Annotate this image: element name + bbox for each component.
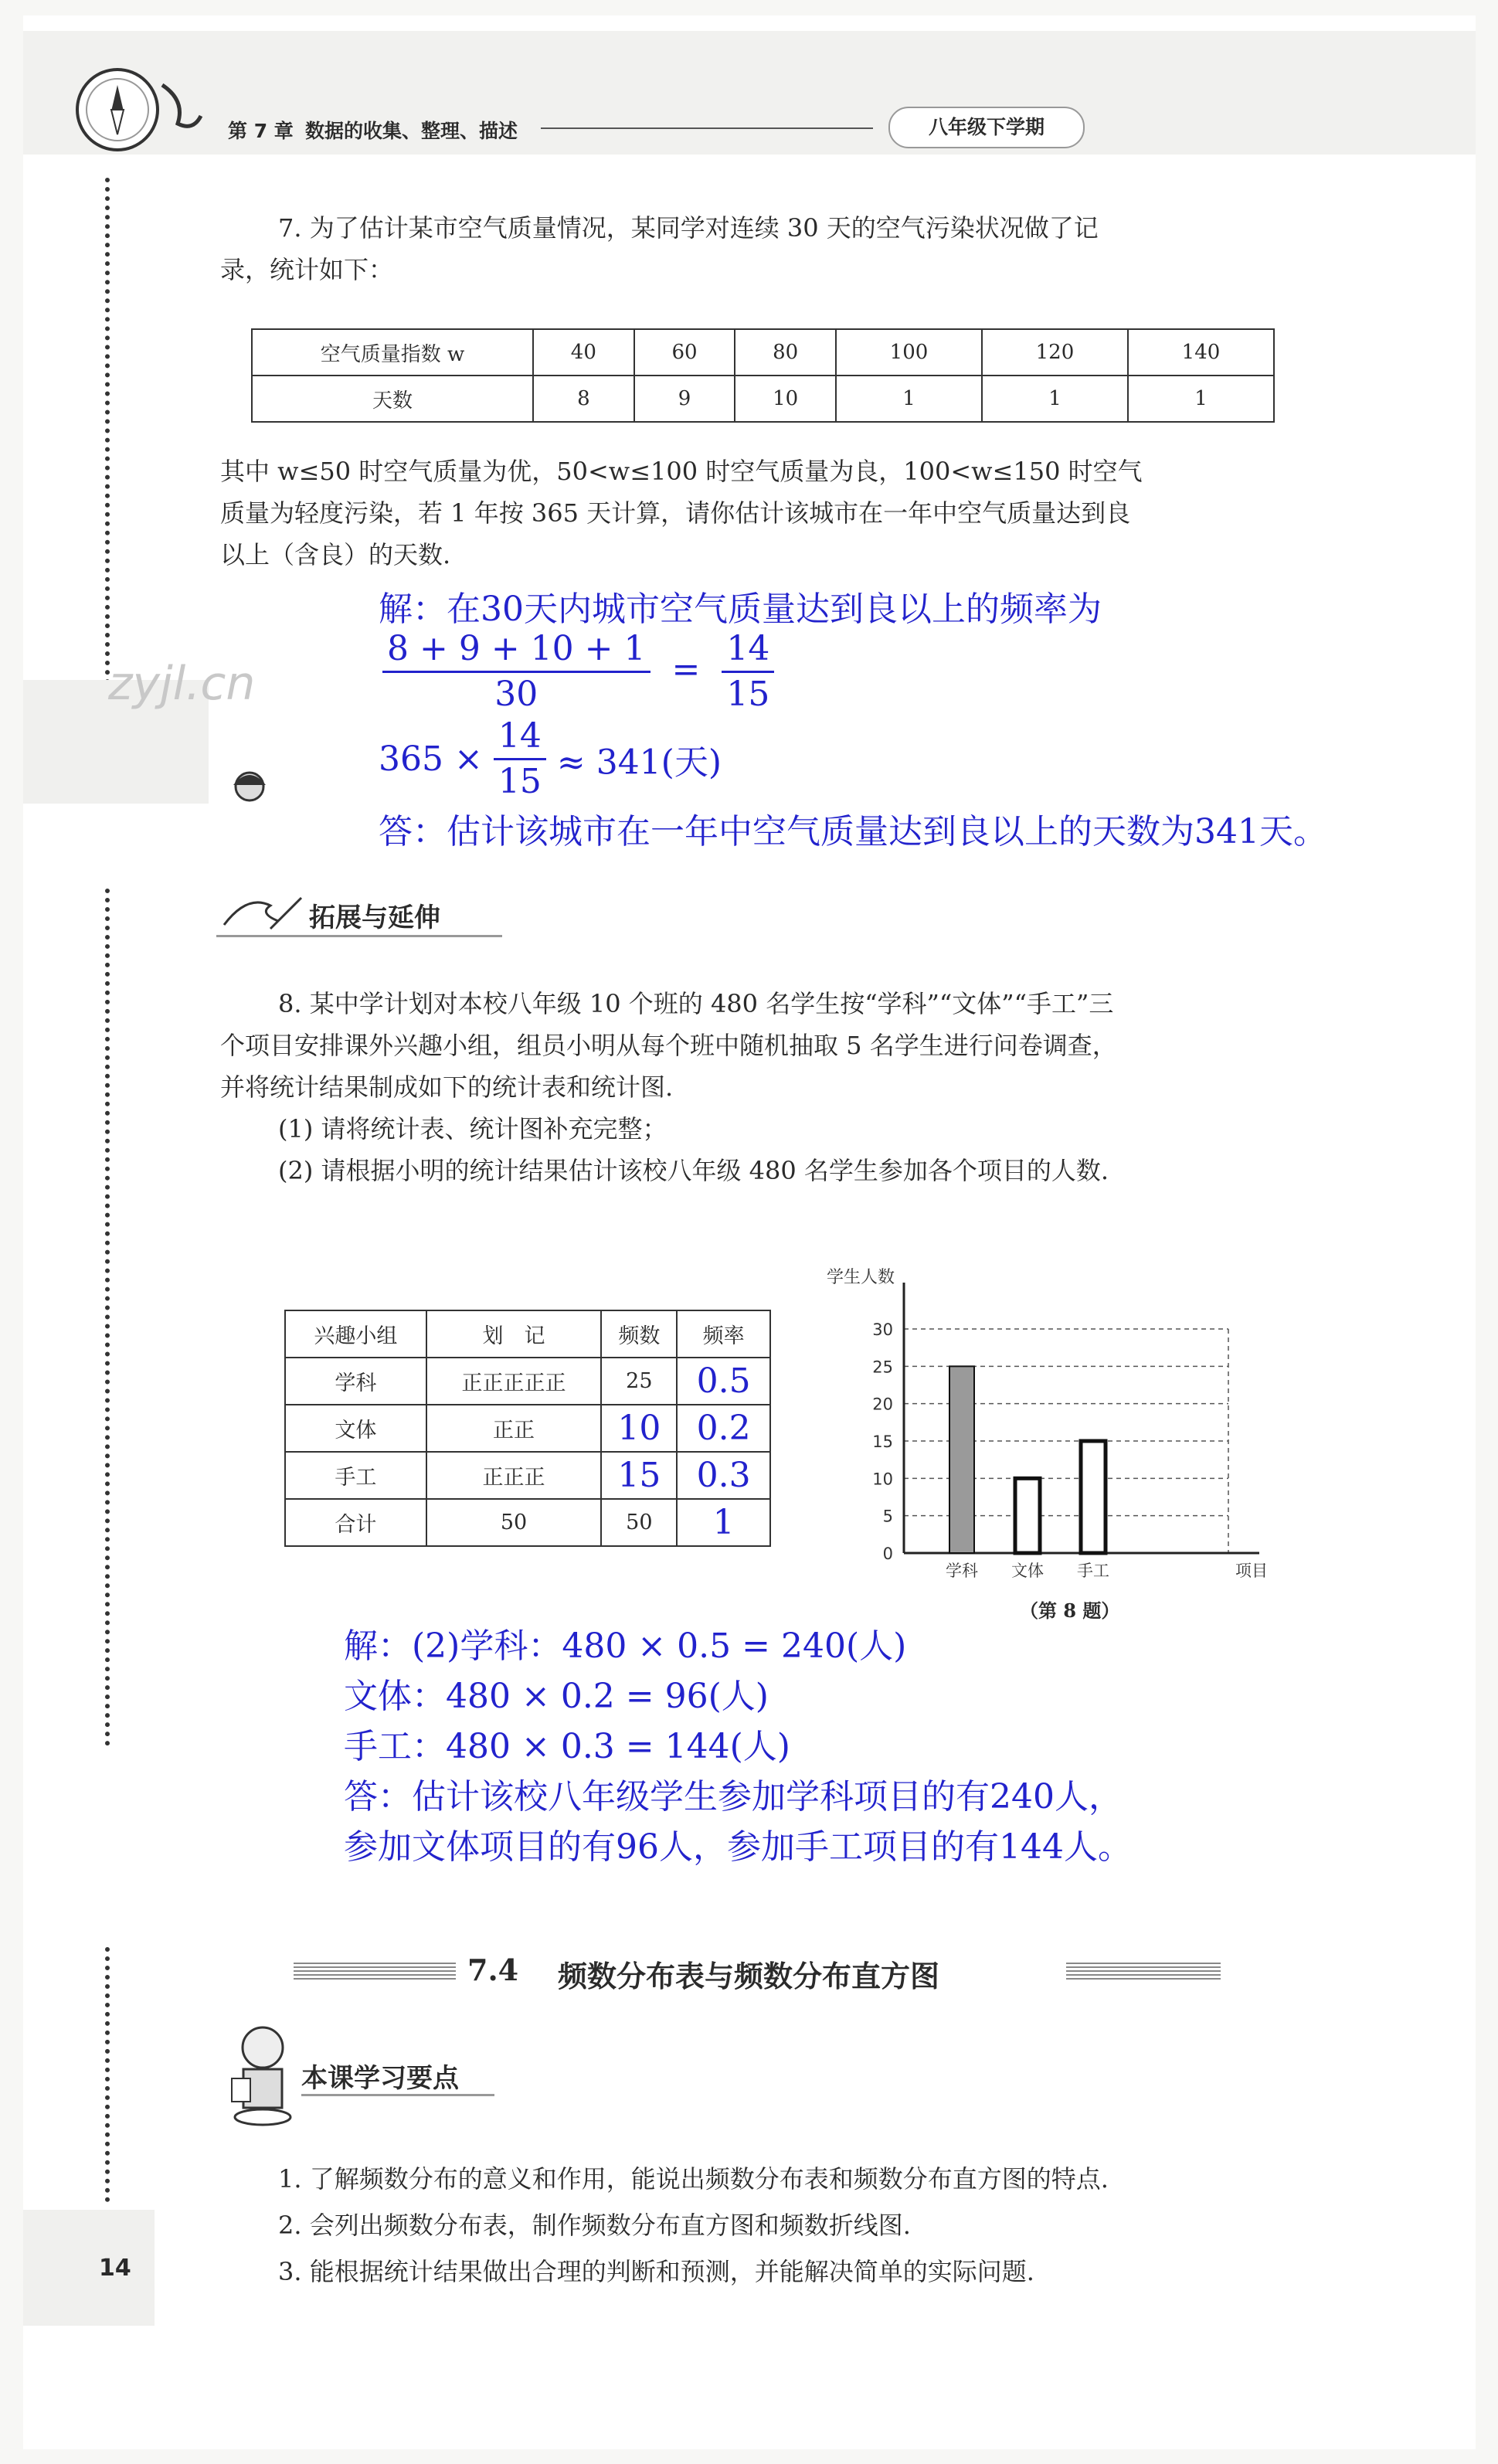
q8-group-cell: 文体 (285, 1405, 426, 1452)
q7-days-cell: 1 (836, 376, 982, 422)
q8-stem-line3: 并将统计结果制成如下的统计表和统计图. (220, 1072, 674, 1102)
section-rule-right (1066, 1963, 1221, 1981)
q7-result-numerator: 14 (722, 627, 774, 673)
q8-tally-cell: 正正 (426, 1405, 602, 1452)
q8-header-cell: 频数 (601, 1310, 677, 1358)
study-points-banner: 本课学习要点 (301, 2063, 459, 2094)
q8-group-cell: 学科 (285, 1358, 426, 1405)
q8-count-cell: 50 (601, 1499, 677, 1546)
page-number: 14 (99, 2255, 131, 2282)
q7-w-cell: 80 (735, 329, 836, 376)
q8-stem-line1: 8. 某中学计划对本校八年级 10 个班的 480 名学生按“学科”“文体”“手工”三 (278, 989, 1114, 1018)
q7-days-cell: 9 (634, 376, 735, 422)
y-tick-label: 15 (872, 1433, 893, 1451)
q7-answer-calc (379, 715, 722, 804)
q7-days-cell: 1 (1128, 376, 1274, 422)
q8-answer-line5: 参加文体项目的有96人，参加手工项目的有144人。 (344, 1827, 1132, 1867)
y-tick-label: 20 (872, 1395, 893, 1414)
study-point-item: 1. 了解频数分布的意义和作用，能说出频数分布表和频数分布直方图的特点. (278, 2164, 1109, 2194)
q8-answer-line4: 答：估计该校八年级学生参加学科项目的有240人， (344, 1777, 1123, 1817)
y-tick-label: 0 (882, 1545, 893, 1563)
q7-table-row-days (252, 376, 1274, 422)
q8-count-cell: 25 (601, 1358, 677, 1405)
section-rule-left (294, 1963, 456, 1981)
q8-table-row (285, 1499, 770, 1546)
q7-table (251, 328, 1275, 423)
q7-condition-line3: 以上（含良）的天数. (220, 540, 451, 569)
margin-dots (105, 889, 114, 1746)
q7-w-cell: 60 (634, 329, 735, 376)
q8-header-cell: 兴趣小组 (285, 1310, 426, 1358)
q7-sum-numerator: 8 + 9 + 10 + 1 (382, 627, 650, 673)
y-tick-label: 10 (872, 1470, 893, 1489)
q7-answer-fraction-row (382, 627, 774, 716)
bar (949, 1366, 974, 1553)
q7-sum-denominator: 30 (494, 675, 538, 714)
q7-days-cell: 1 (982, 376, 1128, 422)
q7-w-cell: 120 (982, 329, 1128, 376)
q7-calc-suffix: ≈ 341(天) (556, 743, 722, 783)
grade-label: 八年级下学期 (888, 107, 1085, 148)
section-number: 7.4 (467, 1953, 519, 1987)
q8-sub2: (2) 请根据小明的统计结果估计该校八年级 480 名学生参加各个项目的人数. (278, 1156, 1109, 1185)
q8-freq-cell: 1 (677, 1499, 770, 1546)
q7-stem-line1: 7. 为了估计某市空气质量情况，某同学对连续 30 天的空气污染状况做了记 (278, 213, 1099, 243)
student-mascot-icon (220, 2017, 305, 2133)
q7-w-cell: 140 (1128, 329, 1274, 376)
q8-freq-cell: 0.2 (677, 1405, 770, 1452)
q8-table-row (285, 1358, 770, 1405)
q8-answer-line2: 文体：480 × 0.2 = 96(人) (344, 1677, 769, 1716)
section-title: 频数分布表与频数分布直方图 (558, 1959, 940, 1993)
header-rule (541, 127, 873, 129)
q7-result-denominator: 15 (726, 675, 770, 714)
q7-calc-fraction (494, 715, 546, 804)
q7-stem-line2: 录，统计如下： (220, 255, 394, 284)
q8-count-cell: 10 (601, 1405, 677, 1452)
q7-sum-fraction (382, 627, 650, 716)
q7-table-row-w (252, 329, 1274, 376)
q7-w-cell: 100 (836, 329, 982, 376)
q8-answer-line3: 手工：480 × 0.3 = 144(人) (344, 1727, 790, 1766)
x-tick-label: 文体 (1011, 1562, 1044, 1580)
extension-banner: 拓展与延伸 (309, 902, 440, 933)
chapter-title: 数据的收集、整理、描述 (305, 120, 518, 142)
q7-calc-denominator: 15 (498, 762, 542, 801)
q8-count-cell: 15 (601, 1452, 677, 1499)
q8-table (284, 1310, 771, 1547)
q7-table-label: 天数 (252, 376, 533, 422)
y-tick-label: 30 (872, 1320, 893, 1339)
q8-table-row (285, 1452, 770, 1499)
study-point-item: 3. 能根据统计结果做出合理的判断和预测，并能解决简单的实际问题. (278, 2257, 1034, 2286)
bar (1015, 1478, 1040, 1553)
banner-rule (301, 2094, 494, 2096)
y-tick-label: 25 (872, 1358, 893, 1377)
q8-bar-chart (803, 1252, 1298, 1623)
q8-freq-cell: 0.3 (677, 1452, 770, 1499)
q8-tally-cell: 正正正正正 (426, 1358, 602, 1405)
q7-calc-prefix: 365 × (379, 739, 483, 779)
q7-days-cell: 10 (735, 376, 836, 422)
q7-table-label: 空气质量指数 w (252, 329, 533, 376)
q8-group-cell: 手工 (285, 1452, 426, 1499)
q8-table-header-row (285, 1310, 770, 1358)
compass-icon (70, 54, 209, 162)
q8-answer-line1: 解：(2)学科：480 × 0.5 = 240(人) (344, 1626, 907, 1666)
quill-icon (216, 890, 309, 936)
x-tick-label: 学科 (946, 1562, 978, 1580)
q8-freq-cell: 0.5 (677, 1358, 770, 1405)
q8-header-cell: 频率 (677, 1310, 770, 1358)
y-axis-label: 学生人数 (827, 1268, 895, 1287)
q7-condition-line2: 质量为轻度污染，若 1 年按 365 天计算，请你估计该城市在一年中空气质量达到良 (220, 498, 1131, 528)
watermark-logo: zyjl.cn (108, 657, 256, 711)
page-number-tab (23, 2210, 155, 2326)
q7-answer-line1: 解：在30天内城市空气质量达到良以上的频率为 (379, 590, 1102, 629)
margin-dots (105, 1947, 114, 2202)
study-point-item: 2. 会列出频数分布表，制作频数分布直方图和频数折线图. (278, 2211, 911, 2240)
bar (1081, 1441, 1106, 1553)
q8-tally-cell: 正正正 (426, 1452, 602, 1499)
q7-result-fraction (722, 627, 774, 716)
y-tick-label: 5 (882, 1507, 893, 1526)
girl-head-icon (222, 765, 277, 804)
x-tick-label: 手工 (1077, 1562, 1109, 1580)
q8-header-cell: 划 记 (426, 1310, 602, 1358)
q8-tally-cell: 50 (426, 1499, 602, 1546)
q7-calc-numerator: 14 (494, 715, 546, 760)
chapter-number: 第 7 章 (228, 120, 294, 142)
q8-group-cell: 合计 (285, 1499, 426, 1546)
q8-stem-line2: 个项目安排课外兴趣小组，组员小明从每个班中随机抽取 5 名学生进行问卷调查， (220, 1031, 1117, 1060)
q8-table-row (285, 1405, 770, 1452)
q7-answer-conclusion: 答：估计该城市在一年中空气质量达到良以上的天数为341天。 (379, 812, 1327, 851)
q7-condition-line1: 其中 w≤50 时空气质量为优，50<w≤100 时空气质量为良，100<w≤150 时空气 (220, 457, 1143, 486)
banner-rule (216, 935, 502, 937)
q7-equals: = (671, 650, 701, 689)
figure-caption: （第 8 题） (1020, 1599, 1120, 1622)
q7-w-cell: 40 (533, 329, 634, 376)
q7-days-cell: 8 (533, 376, 634, 422)
x-axis-label: 项目 (1235, 1562, 1268, 1580)
q8-sub1: (1) 请将统计表、统计图补充完整； (278, 1114, 667, 1144)
